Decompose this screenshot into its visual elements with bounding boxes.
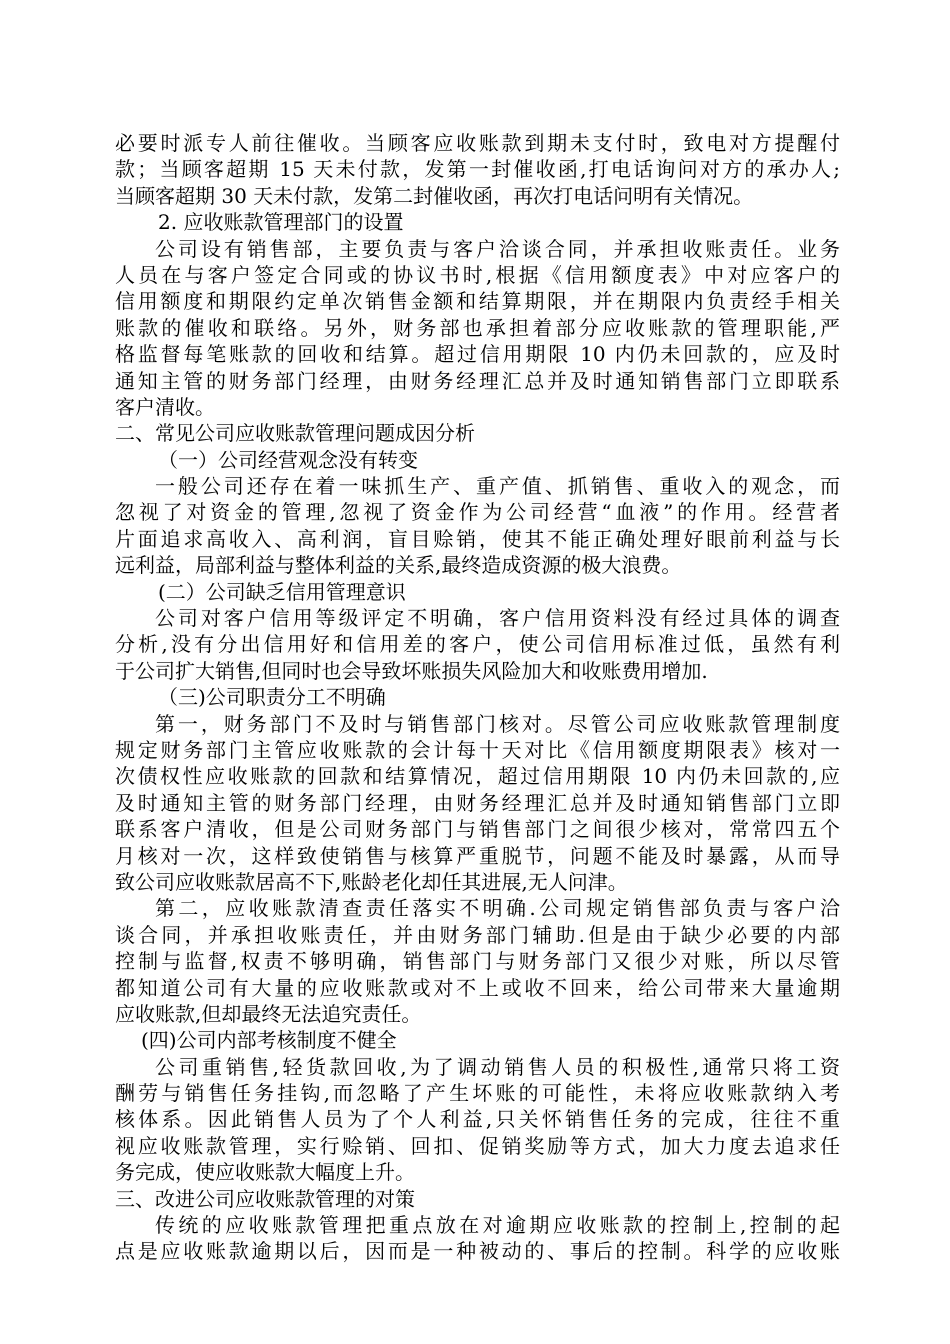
text-line: 第二，应收账款清查责任落实不明确.公司规定销售部负责与客户洽 xyxy=(155,896,840,921)
text-line: 格监督每笔账款的回收和结算。超过信用期限 10 内仍未回款的，应及时 xyxy=(115,342,840,367)
text-line: 公司对客户信用等级评定不明确，客户信用资料没有经过具体的调查 xyxy=(155,606,840,631)
text-line: 于公司扩大销售,但同时也会导致坏账损失风险加大和收账费用增加. xyxy=(115,658,708,683)
text-line: 点是应收账款逾期以后，因而是一种被动的、事后的控制。科学的应收账 xyxy=(115,1239,840,1264)
text-line: 应收账款,但却最终无法追究责任。 xyxy=(115,1001,422,1026)
text-line: 控制与监督,权责不够明确，销售部门与财务部门又很少对账，所以尽管 xyxy=(115,949,840,974)
document-page xyxy=(115,130,840,1265)
text-line: 一般公司还存在着一味抓生产、重产值、抓销售、重收入的观念，而 xyxy=(155,474,840,499)
text-line: 人员在与客户签定合同或的协议书时,根据《信用额度表》中对应客户的 xyxy=(115,262,840,287)
text-line: 月核对一次，这样致使销售与核算严重脱节，问题不能及时暴露，从而导 xyxy=(115,843,840,868)
text-line: 及时通知主管的财务部门经理，由财务经理汇总并及时通知销售部门立即 xyxy=(115,790,840,815)
text-line: 忽视了对资金的管理,忽视了资金作为公司经营“血液”的作用。经营者 xyxy=(115,500,840,525)
text-line: 谈合同，并承担收账责任，并由财务部门辅助.但是由于缺少必要的内部 xyxy=(115,922,840,947)
text-line: 致公司应收账款居高不下,账龄老化却任其进展,无人问津。 xyxy=(115,869,628,894)
text-line: 必要时派专人前往催收。当顾客应收账款到期未支付时，致电对方提醒付 xyxy=(115,131,840,155)
text-line: 视应收账款管理，实行赊销、回扣、促销奖励等方式，加大力度去追求任 xyxy=(115,1133,840,1158)
text-line: 通知主管的财务部门经理，由财务经理汇总并及时通知销售部门立即联系 xyxy=(115,368,840,393)
chapter-heading: 二、常见公司应收账款管理问题成因分析 xyxy=(115,421,475,446)
text-line: 款；当顾客超期 15 天未付款，发第一封催收函,打电话询问对方的承办人; xyxy=(115,157,840,182)
text-line: 次债权性应收账款的回款和结算情况，超过信用期限 10 内仍未回款的,应 xyxy=(115,764,840,789)
text-line: 联系客户清收，但是公司财务部门与销售部门之间很少核对，常常四五个 xyxy=(115,817,840,842)
text-line: 第一，财务部门不及时与销售部门核对。尽管公司应收账款管理制度 xyxy=(155,711,840,736)
text-line: 规定财务部门主管应收账款的会计每十天对比《信用额度期限表》核对一 xyxy=(115,737,840,762)
text-line: 客户清收。 xyxy=(115,394,215,419)
text-line: 当顾客超期 30 天未付款，发第二封催收函，再次打电话问明有关情况。 xyxy=(115,183,754,208)
section-heading: (二）公司缺乏信用管理意识 xyxy=(158,579,406,604)
chapter-heading: 三、改进公司应收账款管理的对策 xyxy=(115,1186,415,1211)
section-heading: 2. 应收账款管理部门的设置 xyxy=(158,210,404,235)
section-heading: (四)公司内部考核制度不健全 xyxy=(141,1028,397,1053)
text-line: 片面追求高收入、高利润，盲目赊销，使其不能正确处理好眼前利益与长 xyxy=(115,526,840,551)
section-heading: （一）公司经营观念没有转变 xyxy=(158,447,418,472)
text-line: 务完成，使应收账款大幅度上升。 xyxy=(115,1160,415,1185)
section-heading: （三)公司职责分工不明确 xyxy=(158,685,386,710)
text-line: 分析,没有分出信用好和信用差的客户，使公司信用标准过低，虽然有利 xyxy=(115,632,840,657)
text-line: 远利益，局部利益与整体利益的关系,最终造成资源的极大浪费。 xyxy=(115,553,682,578)
text-line: 账款的催收和联络。另外，财务部也承担着部分应收账款的管理职能,严 xyxy=(115,315,840,340)
text-line: 公司设有销售部，主要负责与客户洽谈合同，并承担收账责任。业务 xyxy=(155,236,840,261)
text-line: 酬劳与销售任务挂钩,而忽略了产生坏账的可能性，未将应收账款纳入考 xyxy=(115,1081,840,1106)
text-line: 传统的应收账款管理把重点放在对逾期应收账款的控制上,控制的起 xyxy=(155,1213,840,1238)
text-line: 信用额度和期限约定单次销售金额和结算期限，并在期限内负责经手相关 xyxy=(115,289,840,314)
text-line: 公司重销售,轻货款回收,为了调动销售人员的积极性,通常只将工资 xyxy=(155,1054,840,1079)
text-line: 核体系。因此销售人员为了个人利益,只关怀销售任务的完成，往往不重 xyxy=(115,1107,840,1132)
text-line: 都知道公司有大量的应收账款或对不上或收不回来，给公司带来大量逾期 xyxy=(115,975,840,1000)
